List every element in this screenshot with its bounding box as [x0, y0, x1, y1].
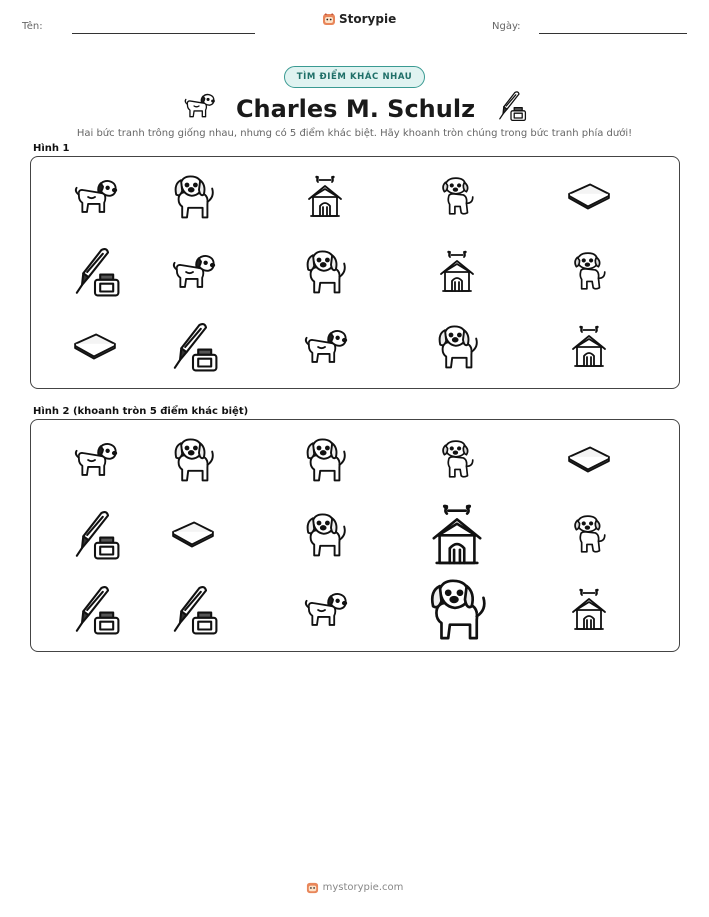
picture1-r1c5-notebook-icon	[535, 157, 643, 237]
picture1-frame	[30, 156, 680, 389]
picture2-r3c3-puppy-icon[interactable]	[271, 570, 379, 650]
picture2-r1c5-notebook-icon[interactable]	[535, 420, 643, 500]
date-label: Ngày:	[492, 21, 521, 32]
picture1-r3c4-spaniel-icon	[403, 307, 511, 387]
picture1-r3c1-notebook-icon	[41, 307, 149, 387]
picture1-r2c5-beagle-icon	[535, 232, 643, 312]
title-pen-ink-icon	[495, 90, 527, 128]
picture2-r3c4-spaniel-icon[interactable]	[403, 570, 511, 650]
picture2-r2c3-spaniel-icon[interactable]	[271, 495, 379, 575]
brand-name: Storypie	[339, 12, 397, 26]
picture2-label: Hình 2 (khoanh tròn 5 điểm khác biệt)	[33, 406, 249, 417]
picture2-r3c1-pen-ink-icon[interactable]	[41, 570, 149, 650]
picture1-r1c1-puppy-icon	[41, 157, 149, 237]
picture1-r2c2-puppy-icon	[139, 232, 247, 312]
title-text: Charles M. Schulz	[235, 95, 476, 123]
name-field[interactable]	[72, 33, 255, 34]
picture1-r1c3-doghouse-icon	[271, 157, 379, 237]
picture2-r2c5-beagle-icon[interactable]	[535, 495, 643, 575]
picture1-r3c5-doghouse-icon	[535, 307, 643, 387]
name-label: Tên:	[22, 21, 43, 32]
picture1-r3c3-puppy-icon	[271, 307, 379, 387]
picture1-r1c2-spaniel-icon	[139, 157, 247, 237]
picture2-r2c1-pen-ink-icon[interactable]	[41, 495, 149, 575]
activity-badge: TÌM ĐIỂM KHÁC NHAU	[284, 66, 425, 88]
picture2-r2c4-doghouse-icon[interactable]	[403, 495, 511, 575]
footer-url[interactable]: mystorypie.com	[322, 882, 404, 893]
picture1-r2c3-spaniel-icon	[271, 232, 379, 312]
picture2-r1c3-spaniel-icon[interactable]	[271, 420, 379, 500]
picture1-r2c4-doghouse-icon	[403, 232, 511, 312]
footer	[0, 881, 709, 894]
picture2-r3c5-doghouse-icon[interactable]	[535, 570, 643, 650]
picture1-r1c4-beagle-icon	[403, 157, 511, 237]
storypie-logo-icon	[322, 12, 336, 26]
picture2-r1c1-puppy-icon[interactable]	[41, 420, 149, 500]
storypie-footer-icon	[306, 881, 319, 894]
date-field[interactable]	[539, 33, 687, 34]
title-puppy-icon	[182, 92, 216, 126]
instructions: Hai bức tranh trông giống nhau, nhưng có 5 điểm khác biệt. Hãy khoanh tròn chúng trong bức tranh phía dưới!	[76, 128, 633, 139]
picture2-r1c4-beagle-icon[interactable]	[403, 420, 511, 500]
picture2-r3c2-pen-ink-icon[interactable]	[139, 570, 247, 650]
picture1-r3c2-pen-ink-icon	[139, 307, 247, 387]
picture1-r2c1-pen-ink-icon	[41, 232, 149, 312]
picture2-frame[interactable]	[30, 419, 680, 652]
picture2-r2c2-notebook-icon[interactable]	[139, 495, 247, 575]
brand-logo	[322, 12, 396, 26]
picture1-label: Hình 1	[33, 143, 70, 154]
picture2-r1c2-spaniel-icon[interactable]	[139, 420, 247, 500]
page-title	[0, 90, 709, 128]
